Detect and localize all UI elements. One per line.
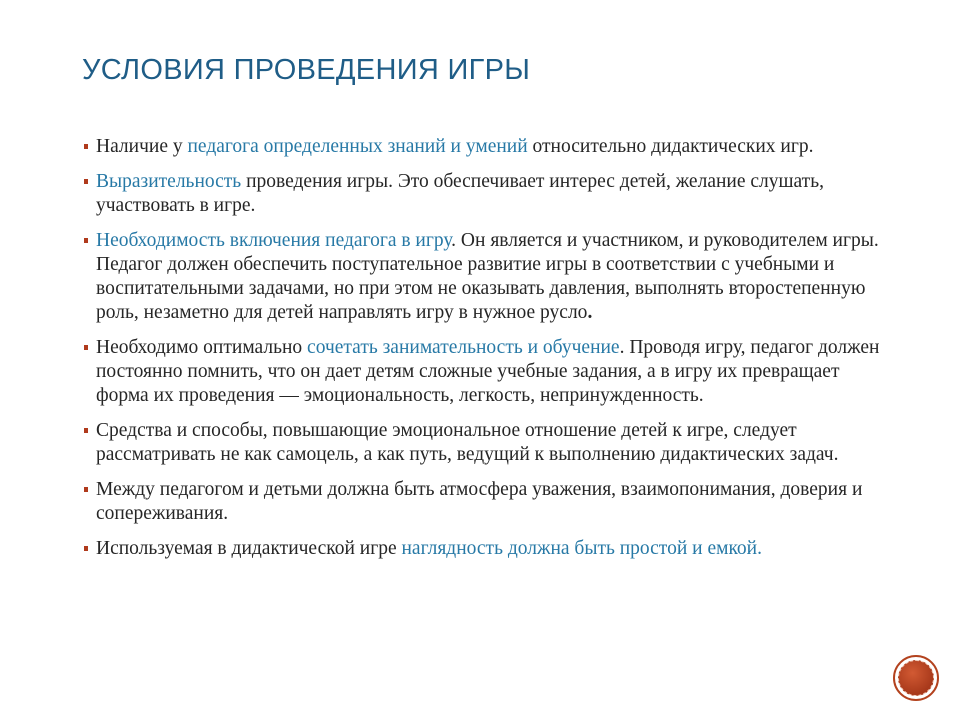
list-item-knowledge — [82, 135, 882, 159]
item-highlight: сочетать занимательность и обучение — [307, 337, 620, 358]
slide-title: УСЛОВИЯ ПРОВЕДЕНИЯ ИГРЫ — [82, 54, 531, 86]
item-text: Средства и способы, повышающие эмоциональное отношение детей к игре, следует рассматривать не как самоцель, а как путь, ведущий к выполнению дидактических задач. — [96, 420, 839, 465]
conditions-list — [82, 135, 882, 572]
list-item-visual-aids — [82, 537, 882, 561]
bullet-square-icon — [84, 487, 88, 492]
item-text: . Проводя игру, педагог должен постоянно помнить, что он дает детям сложные учебные задания, а в игру их превращает форма их проведения — эмоциональность, легкость, непринужденность. — [96, 337, 880, 406]
item-text: проведения игры. Это обеспечивает интерес детей, желание слушать, участвовать в игре. — [96, 171, 824, 216]
decorative-round-emblem-icon — [893, 655, 939, 701]
bullet-square-icon — [84, 238, 88, 243]
item-text: относительно дидактических игр. — [527, 136, 814, 157]
list-item-teacher-inclusion — [82, 229, 882, 325]
bullet-square-icon — [84, 428, 88, 433]
bullet-square-icon — [84, 345, 88, 350]
bullet-square-icon — [84, 179, 88, 184]
item-highlight: Выразительность — [96, 171, 242, 192]
item-text: Необходимо оптимально — [96, 337, 308, 358]
item-highlight: Необходимость включения педагога в игру — [96, 230, 452, 251]
item-text: Наличие у — [96, 136, 188, 157]
bullet-square-icon — [84, 546, 88, 551]
item-text: Используемая в дидактической игре — [96, 538, 402, 559]
list-item-means-methods — [82, 419, 882, 467]
item-text-period: . — [587, 302, 593, 323]
item-text: Между педагогом и детьми должна быть атмосфера уважения, взаимопонимания, доверия и сопереживания. — [96, 479, 863, 524]
item-text: . Он является и участником, и руководителем игры. Педагог должен обеспечить поступательное развитие игры в соответствии с учебными и воспитательными задачами, но при этом не оказывать давления, выполнять второстепенную роль, незаметно для детей направлять игру в нужное русло — [96, 230, 879, 323]
list-item-combine-fun-learning — [82, 336, 882, 408]
list-item-atmosphere — [82, 478, 882, 526]
bullet-square-icon — [84, 144, 88, 149]
item-highlight: наглядность должна быть простой и емкой. — [401, 538, 762, 559]
item-highlight: педагога определенных знаний и умений — [187, 136, 528, 157]
list-item-expressiveness — [82, 170, 882, 218]
